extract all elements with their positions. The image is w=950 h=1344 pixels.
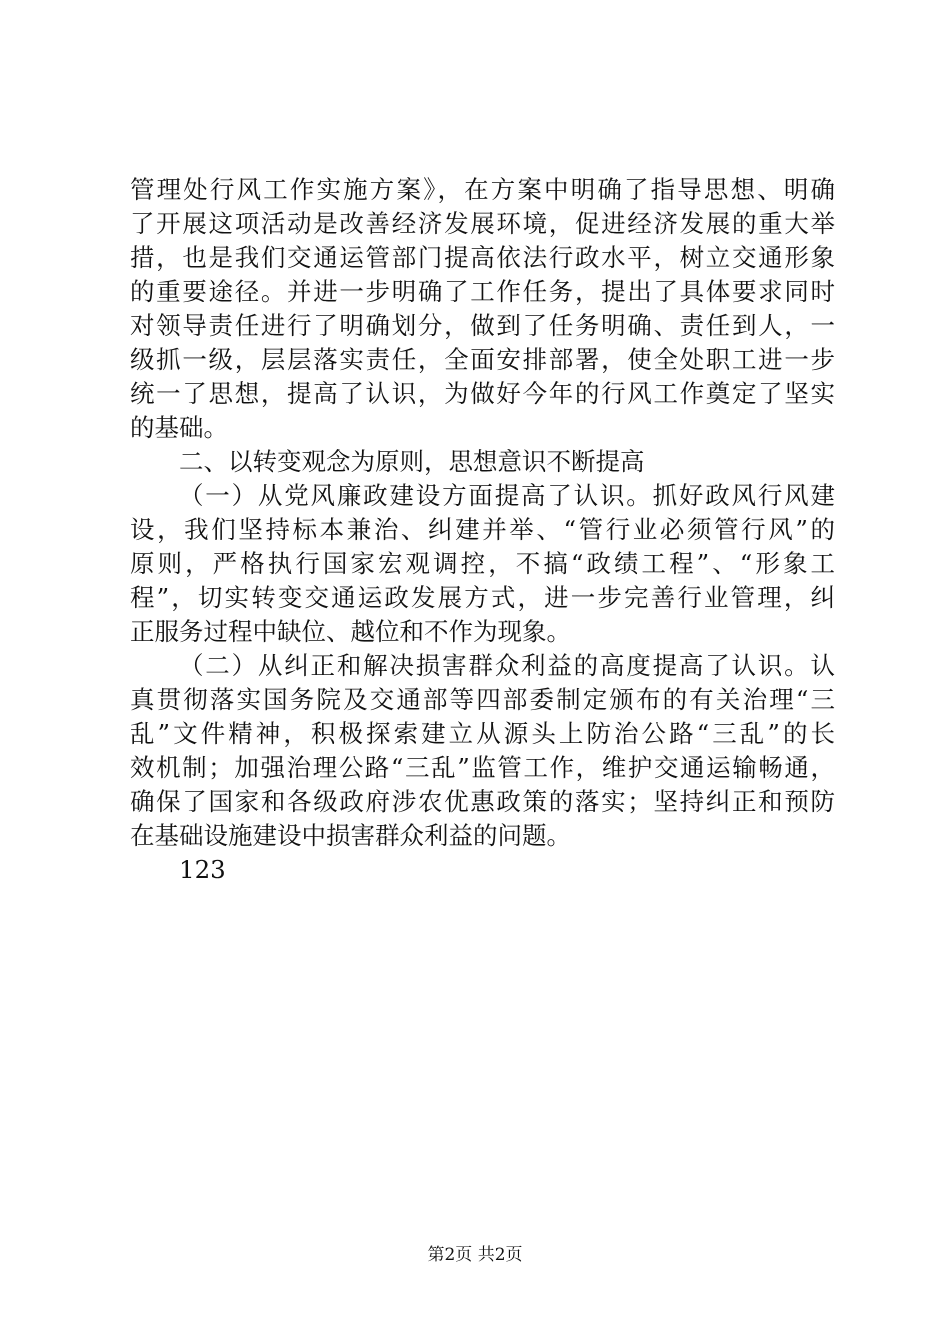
text-line: 程”，切实转变交通运政发展方式，进一步完善行业管理，纠 xyxy=(130,583,835,612)
text-line: 乱”文件精神，积极探索建立从源头上防治公路“三乱”的长 xyxy=(130,719,835,748)
text-line: 级抓一级，层层落实责任，全面安排部署，使全处职工进一步 xyxy=(130,345,835,374)
text-line: 了开展这项活动是改善经济发展环境，促进经济发展的重大举 xyxy=(130,209,835,238)
text-line: 的基础。 xyxy=(130,413,228,442)
text-line: 管理处行风工作实施方案》，在方案中明确了指导思想、明确 xyxy=(130,175,835,204)
page-footer: 第2页 共2页 xyxy=(427,1245,523,1265)
text-line: （二）从纠正和解决损害群众利益的高度提高了认识。认 xyxy=(179,651,835,680)
text-line: 的重要途径。并进一步明确了工作任务，提出了具体要求同时 xyxy=(130,277,835,306)
text-line: 效机制；加强治理公路“三乱”监管工作，维护交通运输畅通， xyxy=(130,753,835,782)
text-line: 正服务过程中缺位、越位和不作为现象。 xyxy=(130,617,571,646)
section-heading: 二、以转变观念为原则，思想意识不断提高 xyxy=(179,447,645,476)
text-line: 对领导责任进行了明确划分，做到了任务明确、责任到人，一 xyxy=(130,311,835,340)
document-body xyxy=(130,173,835,887)
text-line: 真贯彻落实国务院及交通部等四部委制定颁布的有关治理“三 xyxy=(130,685,835,714)
text-line: 设，我们坚持标本兼治、纠建并举、“管行业必须管行风”的 xyxy=(130,515,835,544)
text-line: 123 xyxy=(179,855,226,884)
text-line: 原则，严格执行国家宏观调控，不搞“政绩工程”、“形象工 xyxy=(130,549,835,578)
text-line: 在基础设施建设中损害群众利益的问题。 xyxy=(130,821,571,850)
text-line: 确保了国家和各级政府涉农优惠政策的落实；坚持纠正和预防 xyxy=(130,787,835,816)
text-line: 措，也是我们交通运管部门提高依法行政水平，树立交通形象 xyxy=(130,243,835,272)
text-line: （一）从党风廉政建设方面提高了认识。抓好政风行风建 xyxy=(179,481,835,510)
text-line: 统一了思想，提高了认识，为做好今年的行风工作奠定了坚实 xyxy=(130,379,835,408)
